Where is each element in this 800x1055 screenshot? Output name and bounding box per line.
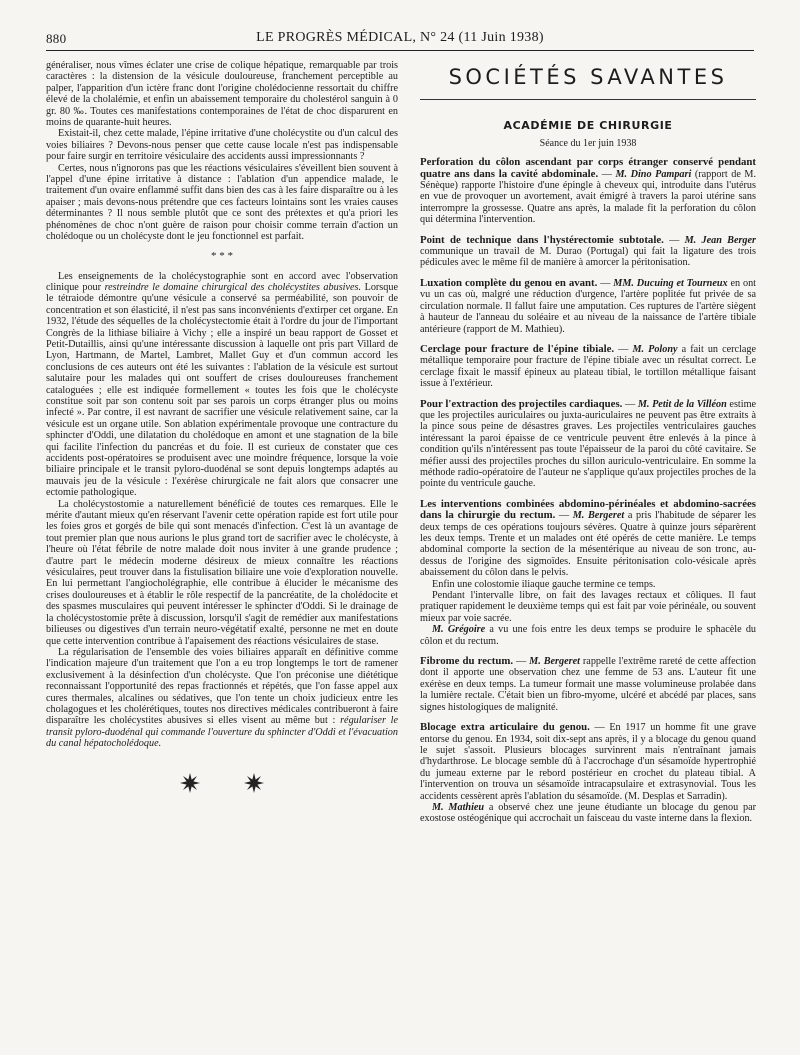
entry-text: rappelle l'extrême rareté de cette affection dont il apporte une observation chez une femme de 53 ans. L'auteur fit une exérèse en deux temps. La tumeur formait une masse volumineuse prolabée dans la lumière rectale. C'était bien un fibro-myome, ulcéré et abcédé par places, sans signes histologiques de malignité.: [420, 656, 756, 713]
entry-paragraph: [420, 656, 756, 713]
entry-paragraph: [420, 722, 756, 802]
proceedings-entry: [420, 235, 756, 269]
author-name: M. Grégoire: [432, 624, 486, 636]
entry-paragraph: [420, 344, 756, 390]
proceedings-entry: [420, 278, 756, 335]
entry-text: a observé chez une jeune étudiante un blocage du genou par exostose ostéogénique qui accrochait un faisceau du vaste interne dans la flexion.: [420, 801, 756, 825]
entry-text: (rapport de M. Sénèque) rapporte l'histoire d'une épingle à cheveux qui, introduite dans l'utérus en vue de provoquer un avortement, avait émigré à travers la paroi utérine sans interrompre la grossesse. Quatre ans après, la malade fit la perforation du côlon qui détermina l'intervention.: [420, 168, 756, 226]
page-number: 880: [46, 31, 67, 46]
proceedings-entry: [420, 499, 756, 647]
entry-title: Les interventions combinées abdomino-périnéales et abdomino-sacrées dans la chirurgie du rectum.: [420, 497, 756, 522]
emphasis: régulariser le transit pyloro-duodénal qui commande l'ouverture du sphincter d'Oddi et l'évacuation du canal hépatocholédoque.: [46, 715, 398, 750]
asterism: * * *: [211, 249, 233, 262]
paragraph: La cholécystostomie a naturellement bénéficié de toutes ces remarques. Elle le mérite d'autant mieux qu'en réservant l'avenir cette opération rapide est fort utile pour les foies gros et gorgés de bile qui sont menacés d'infection. C'est là un avantage de tout premier plan que nous aurions le plus grand tort de sacrifier avec le cholécyste, à l'heure où l'état fébrile de notre malade doit nous inviter à une grande prudence ; d'autre part le médecin moderne désireux de mieux connaître les réactions vésiculaires, peut trouver dans la fistulisation biliaire une voie d'exploration nouvelle. En lui permettant l'angiocholégraphie, elle contribue à élucider le mécanisme des crises douloureuses et à établir le rôle respectif de la pancréatite, de la cholédocite et des spasmes musculaires qui peuvent intéresser le sphincter d'Oddi. Si le drainage de la cholécystostomie prête à discussion, lorsqu'il s'agit de remédier aux manifestations bilieuses ou digestives d'un terrain neuro-végétatif exalté, personne ne met en doute que cette intervention contribue à l'apaisement des réactions vésiculaires de stase.: [46, 498, 398, 647]
entry-title: Cerclage pour fracture de l'épine tibiale.: [420, 342, 615, 355]
paragraph: Les enseignements de la cholécystographie sont en accord avec l'observation clinique pour restreindre le domaine chirurgical des cholécystites abusives. Lorsque le tétraiode démontre qu'une vésicule a conservé sa perméabilité, son pouvoir de concentration et son élasticité, il n'est pas sans inconvénients d'extirper cet organe. En 1932, l'étude des séquelles de la cholécystectomie était à l'ordre du jour de l'important Congrès de la lithiase biliaire à Vichy ; elle a inspiré un beau rapport de Gosset et Petit-Dutaillis, ainsi qu'une intéressante discussion à laquelle ont pris part Villard de Lyon, Hartmann, de Martel, Lambret, Mallet Guy et d'un commun accord les conclusions de ces auteurs ont été les suivantes : l'ablation de la vésicule est surtout salutaire pour les malades qui ont souffert de crises douloureuses franchement cataloguées ; elle est indiquée formellement « toutes les fois que le cholécyste constitue soit par son contenu soit par ses parois un corps étranger plus ou moins infecté ». Par contre, il est navrant de sacrifier une vésicule relativement saine, car la vésicule est un organe utile. Son ablation expérimentale provoque une contracture du sphincter d'Oddi, une dilatation du cholédoque en amont et une stagnation de la bile qui facilite l'infection du pancréas et du foie. Il est curieux de constater que ces accidents post-opératoires se produisent avec une moindre fréquence, lorsque la voie biliaire principale et le transit pyloro-duodénal se sont depuis longtemps adaptés au mauvais jeu de la vésicule : l'exérèse chirurgicale ne fait alors que consacrer une ectomie pathologique.: [46, 270, 398, 499]
entry-paragraph: [420, 235, 756, 269]
proceedings-entry: [420, 344, 756, 390]
entry-paragraph: [420, 278, 756, 335]
paragraph: La régularisation de l'ensemble des voies biliaires apparaît en définitive comme l'indication majeure d'un traitement que l'on a eu trop longtemps le tort de ramener exclusivement à la désinfection d'un cholécyste. Que l'on préconise une diététique reconnaissant l'opportunité des repas fractionnés et répétés, que l'on fasse appel aux cures thermales, alcalines ou sédatives, que l'on tente un choix judicieux entre les cholagogues et les cholérétiques, toutes nos directives médicales contribueront à faire disparaître les cholécystites abusives si elles visent au même but : régulariser le transit pyloro-duodénal qui commande l'ouverture du sphincter d'Oddi et l'évacuation du canal hépatocholédoque.: [46, 646, 398, 750]
author-name: M. Bergeret: [529, 656, 580, 668]
entry-text: a fait un cerclage métallique temporaire pour fracture de l'épine tibiale avec un résultat correct. Le cerclage fixait le massif épineux au plateau tibial, le tortillon métallique faisant issue à l'extérieur.: [420, 343, 756, 390]
entry-title: Fibrome du rectum.: [420, 655, 514, 668]
author-name: M. Polony: [632, 343, 678, 355]
floral-ornament-icon: [243, 772, 265, 794]
section-title: SOCIÉTÉS SAVANTES: [448, 65, 728, 89]
proceedings-entry: [420, 722, 756, 825]
entry-paragraph: Enfin une colostomie iliaque gauche termine ce temps.: [432, 578, 656, 590]
section-separator: [46, 251, 398, 261]
entry-paragraph: [420, 802, 756, 825]
entry-title: Perforation du côlon ascendant par corps étranger conservé pendant quatre ans dans la cavité abdominale.: [420, 156, 756, 180]
divider: [420, 99, 756, 100]
floral-ornament-icon: [179, 772, 201, 794]
entry-paragraph: [420, 399, 756, 490]
entry-text: communique un travail de M. Durao (Portugal) qui fait la ligature des trois pédicules avec le même fil de manière à amorcer la péritonisation.: [420, 246, 756, 269]
entry-dash: —: [513, 656, 530, 668]
author-name: MM. Ducuing et Tourneux: [613, 277, 728, 289]
proceedings-entry: [420, 656, 756, 713]
session-date: Séance du 1er juin 1938: [539, 137, 637, 149]
entry-dash: —: [663, 234, 685, 246]
entry-dash: —: [555, 510, 573, 522]
author-name: M. Bergeret: [572, 510, 625, 522]
running-header: [46, 28, 754, 51]
entry-title: Point de technique dans l'hystérectomie subtotale.: [420, 233, 664, 246]
author-name: M. Dino Pampari: [615, 168, 692, 180]
entry-text: estime que les projectiles auriculaires ou juxta-auriculaires ne peuvent pas être extraits à la pince sous peine de désastres graves. Les projectiles ventriculaires gauches intéressant la paroi épaisse de ce ventricule peuvent être enlevés à la pince à condition qu'ils n'intéressent pas toute l'épaisseur de la paroi du côté cavitaire. Se méfier aussi des projectiles proches du sillon auriculo-ventriculaire. En somme la méthode radio-opératoire de l'auteur ne s'applique qu'aux projectiles proches de la pointe du ventricule gauche.: [420, 398, 756, 490]
journal-title: LE PROGRÈS MÉDICAL, N° 24 (11 Juin 1938): [256, 30, 544, 45]
entry-dash: —: [589, 722, 610, 734]
proceedings-entry: [420, 399, 756, 490]
emphasis: restreindre le domaine chirurgical des cholécystites abusives.: [104, 281, 362, 293]
entry-text: en ont vu un cas où, malgré une réduction d'urgence, l'artère poplitée fut privée de sa circulation normale. Il fallut faire une amputation. Ces ruptures de l'artère siègent à hauteur de l'anneau du soléaire et au niveau de la naissance de l'artère tibiale antérieure (rapport de M. Mathieu).: [420, 277, 756, 335]
entry-paragraph: [420, 499, 756, 579]
entry-paragraph: Pendant l'intervalle libre, on fait des lavages rectaux et côliques. Il faut pratiquer rapidement le deuxième temps qui est fait par voie périnéale, ou souvent mieux par voie sacrée.: [420, 590, 756, 624]
left-column: [46, 60, 398, 1027]
entry-dash: —: [622, 398, 638, 410]
paragraph: généraliser, nous vîmes éclater une crise de colique hépatique, remarquable par trois caractères : la distension de la vésicule douloureuse, franchement perceptible au palper, l'apparition d'un ictère franc dont l'origine cholédocienne ressortait du chiffre élevé de la cholalémie, et enfin un abaissement temporaire du cholestérol sanguin à 0 gr. 80 ‰. Toutes ces manifestations contemporaines de l'état de choc disparurent en moins de quarante-huit heures.: [46, 60, 398, 129]
right-column: [420, 60, 756, 1027]
author-name: M. Petit de la Villéon: [637, 398, 727, 410]
author-name: M. Jean Berger: [684, 234, 756, 246]
entry-dash: —: [614, 343, 633, 355]
entry-text: a vu une fois entre les deux temps se produire le sphacèle du côlon et du rectum.: [420, 624, 756, 647]
ornament-row: [46, 772, 398, 794]
proceedings-list: [420, 157, 756, 825]
entry-text: En 1917 un homme fit une grave entorse du genou. En 1934, soit dix-sept ans après, il y a blocage du genou quand le sujet s'assoit. Plusieurs blocages survinrent mais n'entraînant jamais d'hydarthrose. Le blocage semble dû à l'accrochage d'un sésamoïde hypertrophié du jumeau externe par le rebord postérieur en crochet du plateau tibial. A l'intervention on trouva un sésamoïde intracapsulaire et extrasynovial. Tous les accidents cessèrent après l'ablation du sésamoïde. (M. Desplas et Sarradin).: [420, 722, 756, 802]
society-heading: ACADÉMIE DE CHIRURGIE: [503, 119, 673, 133]
entry-title: Pour l'extraction des projectiles cardiaques.: [420, 397, 623, 410]
author-name: M. Mathieu: [432, 801, 485, 813]
entry-paragraph: [420, 624, 756, 647]
entry-paragraph: [420, 157, 756, 225]
proceedings-entry: [420, 157, 756, 225]
entry-title: Luxation complète du genou en avant.: [420, 276, 598, 289]
entry-title: Blocage extra articulaire du genou.: [420, 721, 590, 734]
entry-text: a pris l'habitude de séparer les deux temps de ces opérations toujours sévères. Quatre à quinze jours séparèrent les deux temps. Trente et un malades ont été opérés de cette manière. Le temps abdominal comporte la section de la mésentérique au niveau de son tronc, au-dessus de l'origine des sigmoïdes. Ensuite péritonisation colo-vésicale après abaissement du côlon dans le pelvis.: [420, 510, 756, 579]
paragraph: Certes, nous n'ignorons pas que les réactions vésiculaires s'éveillent bien souvent à l'appel d'une épine irritative à distance : l'ablation d'un appendice malade, le traitement d'un ovaire enflammé suffit dans bien des cas à les faire disparaître ou à les apaiser ; mais devons-nous prétendre que ces facteurs lointains sont les vraies causes déterminantes ? Il nous semble plutôt que ce sont des prétextes et qu'a priori les phénomènes de choc n'ont guère de raison pour choisir comme terrain d'action un cholédoque ou un cholécyste dont le jeu fonctionnel est parfait.: [46, 162, 398, 243]
paragraph: Existait-il, chez cette malade, l'épine irritative d'une cholécystite ou d'un calcul des voies biliaires ? Devons-nous penser que cette cause locale n'est pas indispensable pour faire surgir en territoire vésiculaire des accidents aussi impressionnants ?: [46, 128, 398, 163]
entry-dash: —: [597, 277, 614, 289]
entry-dash: —: [598, 168, 616, 180]
